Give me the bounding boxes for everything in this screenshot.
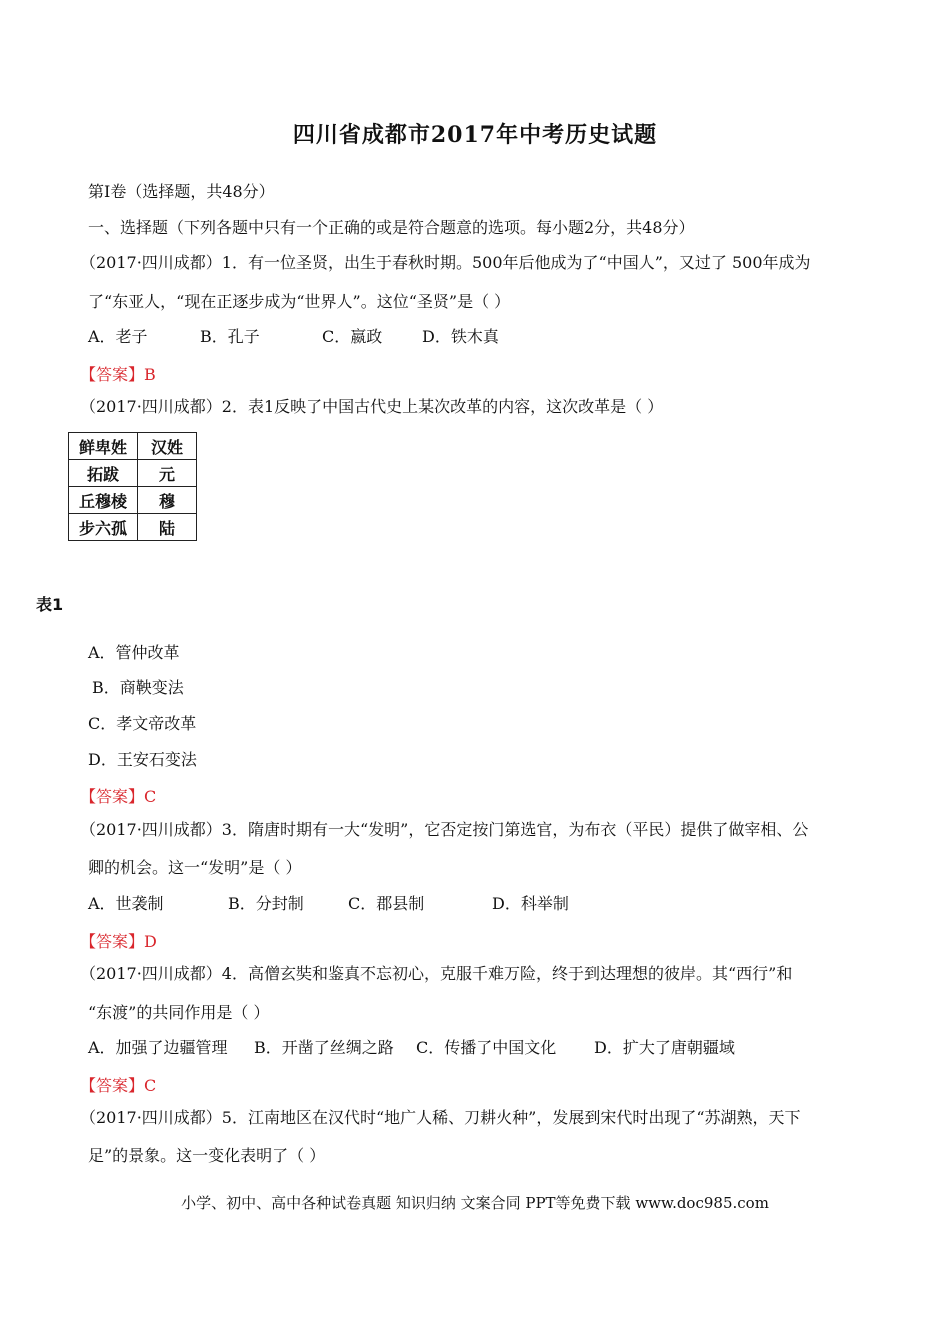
q3-answer: 【答案】D	[80, 932, 157, 951]
section-heading: 第I卷（选择题，共48分）	[88, 182, 275, 201]
q4-line-1: （2017·四川成都）4．高僧玄奘和鉴真不忘初心，克服千难万险，终于到达理想的彼岸。其“西行”和	[80, 964, 793, 983]
q4-option-c: C．传播了中国文化	[416, 1038, 557, 1057]
table-cell: 穆	[138, 487, 197, 514]
table-header-row	[69, 433, 197, 460]
q3-option-b: B．分封制	[228, 894, 304, 913]
surname-table	[68, 432, 197, 541]
q3-line-1: （2017·四川成都）3．隋唐时期有一大“发明”，它否定按门第选官，为布衣（平民）提供了做宰相、公	[80, 820, 809, 839]
q4-answer: 【答案】C	[80, 1076, 157, 1095]
instruction: 一、选择题（下列各题中只有一个正确的或是符合题意的选项。每小题2分，共48分）	[88, 218, 695, 237]
q1-answer: 【答案】B	[80, 365, 156, 384]
q2-option-b: B．商鞅变法	[92, 678, 184, 697]
q2-answer: 【答案】C	[80, 787, 157, 806]
q2-option-d: D．王安石变法	[88, 750, 197, 769]
q1-option-c: C．嬴政	[322, 327, 383, 346]
table-cell: 丘穆棱	[69, 487, 138, 514]
q3-option-c: C．郡县制	[348, 894, 425, 913]
table-cell: 陆	[138, 514, 197, 541]
q1-line-2: 了“东亚人，“现在正逐步成为“世界人”。这位“圣贤”是（ ）	[88, 292, 511, 311]
table-row	[69, 460, 197, 487]
q4-line-2: “东渡”的共同作用是（ ）	[88, 1003, 270, 1022]
q5-line-1: （2017·四川成都）5．江南地区在汉代时“地广人稀、刀耕火种”，发展到宋代时出现了“苏湖熟，天下	[80, 1108, 801, 1127]
table-caption: 表1	[36, 595, 64, 614]
q4-option-a: A．加强了边疆管理	[88, 1038, 228, 1057]
q1-line-1: （2017·四川成都）1．有一位圣贤，出生于春秋时期。500年后他成为了“中国人”，又过了 500年成为	[80, 253, 811, 272]
table-header-cell: 汉姓	[138, 433, 197, 460]
table-cell: 元	[138, 460, 197, 487]
q2-option-a: A．管仲改革	[88, 643, 180, 662]
table-cell: 步六孤	[69, 514, 138, 541]
q5-line-2: 足”的景象。这一变化表明了（ ）	[88, 1146, 326, 1165]
q2-line-1: （2017·四川成都）2．表1反映了中国古代史上某次改革的内容，这次改革是（ ）	[80, 397, 664, 416]
q3-option-d: D．科举制	[492, 894, 569, 913]
table-cell: 拓跋	[69, 460, 138, 487]
footer-text: 小学、初中、高中各种试卷真题 知识归纳 文案合同 PPT等免费下载 www.doc985.com	[181, 1194, 769, 1212]
document-title: 四川省成都市2017年中考历史试题	[292, 122, 658, 148]
q1-option-b: B．孔子	[200, 327, 260, 346]
q3-line-2: 卿的机会。这一“发明”是（ ）	[88, 858, 302, 877]
q3-option-a: A．世袭制	[88, 894, 164, 913]
q4-option-b: B．开凿了丝绸之路	[254, 1038, 394, 1057]
table-row	[69, 514, 197, 541]
q4-option-d: D．扩大了唐朝疆域	[594, 1038, 735, 1057]
q1-option-d: D．铁木真	[422, 327, 499, 346]
table-header-cell: 鲜卑姓	[69, 433, 138, 460]
q2-option-c: C．孝文帝改革	[88, 714, 197, 733]
table-row	[69, 487, 197, 514]
q1-option-a: A．老子	[88, 327, 148, 346]
